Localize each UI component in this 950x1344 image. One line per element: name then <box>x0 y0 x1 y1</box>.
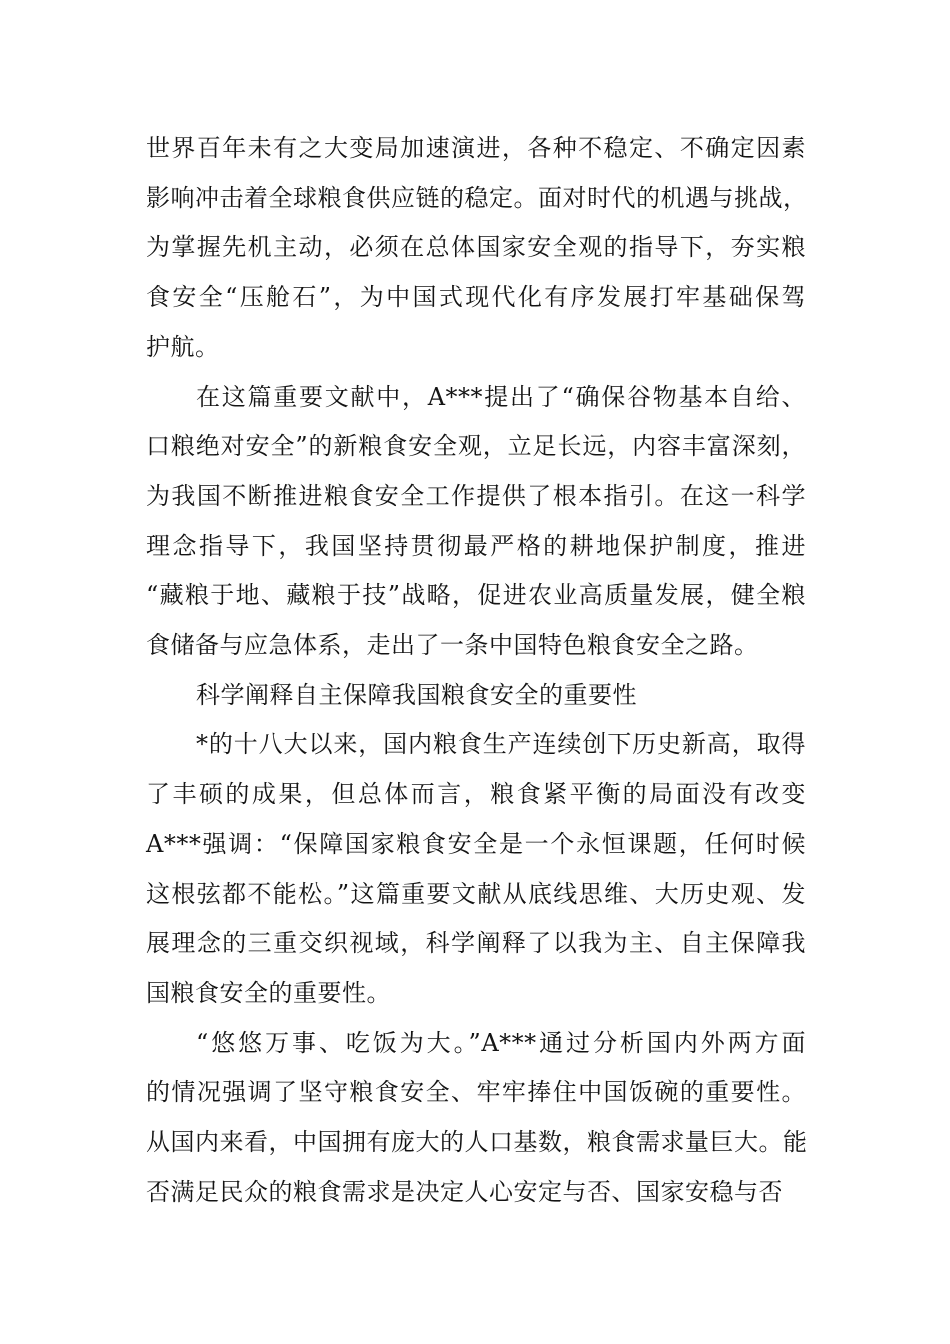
text-line: 了丰硕的成果，但总体而言，粮食紧平衡的局面没有改变 <box>146 780 806 809</box>
text-line: 世界百年未有之大变局加速演进，各种不稳定、不确定因素 <box>146 134 806 162</box>
text-line: 食安全“压舱石”，为中国式现代化有序发展打牢基础保驾 <box>146 283 806 312</box>
text-line: A***强调：“保障国家粮食安全是一个永恒课题，任何时候 <box>146 829 806 858</box>
document-body <box>146 124 806 1217</box>
text-line: 理念指导下，我国坚持贯彻最严格的耕地保护制度，推进 <box>146 531 806 560</box>
text-line: 否满足民众的粮食需求是决定人心安定与否、国家安稳与否 <box>146 1177 783 1206</box>
text-line: 从国内来看，中国拥有庞大的人口基数，粮食需求量巨大。能 <box>146 1128 808 1157</box>
text-line: 口粮绝对安全”的新粮食安全观，立足长远，内容丰富深刻， <box>146 432 806 461</box>
paragraph <box>146 1019 806 1218</box>
paragraph <box>146 720 806 1018</box>
text-line: 的情况强调了坚守粮食安全、牢牢捧住中国饭碗的重要性。 <box>146 1078 806 1107</box>
paragraph <box>146 124 806 373</box>
text-line: 在这篇重要文献中，A***提出了“确保谷物基本自给、 <box>196 382 806 411</box>
text-line: “藏粮于地、藏粮于技”战略，促进农业高质量发展，健全粮 <box>146 581 806 610</box>
text-line: 为我国不断推进粮食安全工作提供了根本指引。在这一科学 <box>146 481 806 510</box>
text-line: 护航。 <box>146 332 220 361</box>
paragraph <box>146 373 806 671</box>
text-line: 为掌握先机主动，必须在总体国家安全观的指导下，夯实粮 <box>146 233 806 262</box>
text-line: “悠悠万事、吃饭为大。”A***通过分析国内外两方面 <box>196 1028 806 1057</box>
section-heading <box>146 671 806 721</box>
text-line: 影响冲击着全球粮食供应链的稳定。面对时代的机遇与挑战， <box>146 183 808 212</box>
text-line: 科学阐释自主保障我国粮食安全的重要性 <box>196 680 637 709</box>
text-line: 国粮食安全的重要性。 <box>146 978 391 1007</box>
text-line: 展理念的三重交织视域，科学阐释了以我为主、自主保障我 <box>146 929 806 958</box>
text-line: 食储备与应急体系，走出了一条中国特色粮食安全之路。 <box>146 631 759 660</box>
text-line: 这根弦都不能松。”这篇重要文献从底线思维、大历史观、发 <box>146 879 806 908</box>
text-line: *的十八大以来，国内粮食生产连续创下历史新高，取得 <box>196 730 806 759</box>
